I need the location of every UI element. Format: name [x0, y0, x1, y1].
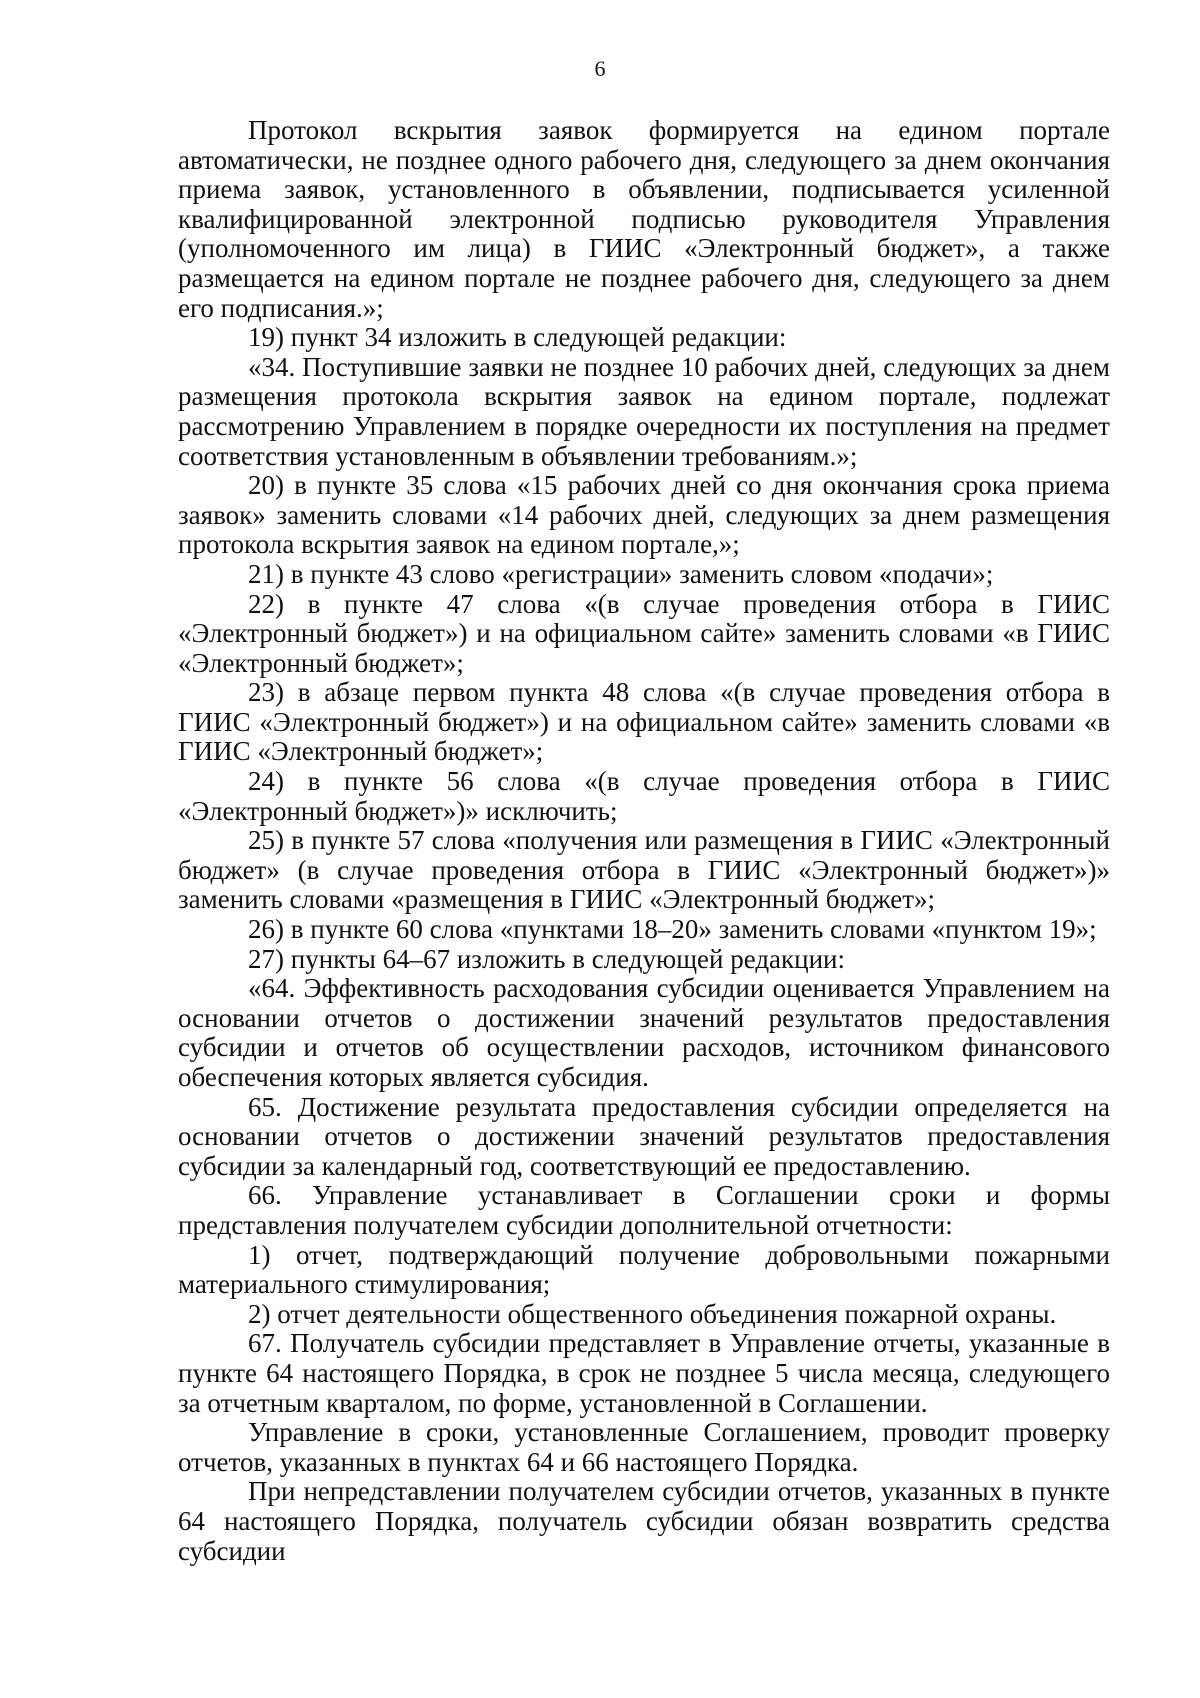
paragraph-item-25: 25) в пункте 57 слова «получения или размещения в ГИИС «Электронный бюджет» (в случае проведения отбора в ГИИС «Электронный бюджет»)» заменить словами «размещения в ГИИС «Электронный бюджет»; — [178, 825, 1110, 915]
paragraph-item-21: 21) в пункте 43 слово «регистрации» заменить словом «подачи»; — [248, 558, 994, 589]
paragraph-point-67: 67. Получатель субсидии представляет в Управление отчеты, указанные в пункте 64 настоящего Порядка, в срок не позднее 5 числа месяца, следующего за отчетным кварталом, по форме, установленной в Соглашении. — [178, 1328, 1110, 1418]
paragraph-point-34: «34. Поступившие заявки не позднее 10 рабочих дней, следующих за днем размещения протокола вскрытия заявок на едином портале, подлежат рассмотрению Управлением в порядке очередности их поступления на предмет соответствия установленным в объявлении требованиям.»; — [178, 351, 1110, 471]
paragraph-subitem-2: 2) отчет деятельности общественного объединения пожарной охраны. — [248, 1298, 1057, 1329]
paragraph-point-66: 66. Управление устанавливает в Соглашении сроки и формы представления получателем субсидии дополнительной отчетности: — [178, 1180, 1110, 1240]
paragraph-item-23: 23) в абзаце первом пункта 48 слова «(в случае проведения отбора в ГИИС «Электронный бюджет») и на официальном сайте» заменить словами «в ГИИС «Электронный бюджет»; — [178, 677, 1110, 767]
paragraph-non-submission: При непредставлении получателем субсидии отчетов, указанных в пункте 64 настоящего Порядка, получатель субсидии обязан возвратить средства субсидии — [178, 1476, 1110, 1566]
page-number: 6 — [594, 56, 606, 81]
paragraph-item-24: 24) в пункте 56 слова «(в случае проведения отбора в ГИИС «Электронный бюджет»)» исключить; — [178, 766, 1110, 826]
paragraph-item-27: 27) пункты 64–67 изложить в следующей редакции: — [248, 943, 846, 974]
paragraph-item-19: 19) пункт 34 изложить в следующей редакции: — [248, 322, 787, 353]
paragraph-protocol: Протокол вскрытия заявок формируется на едином портале автоматически, не позднее одного рабочего дня, следующего за днем окончания приема заявок, установленного в объявлении, подписывается усиленной квалифицированной электронной подписью руководителя Управления (уполномоченного им лица) в ГИИС «Электронный бюджет», а также размещается на едином портале не позднее рабочего дня, следующего за днем его подписания.»; — [178, 115, 1110, 323]
paragraph-item-26: 26) в пункте 60 слова «пунктами 18–20» заменить словами «пунктом 19»; — [248, 914, 1097, 945]
paragraph-item-20: 20) в пункте 35 слова «15 рабочих дней со дня окончания срока приема заявок» заменить словами «14 рабочих дней, следующих за днем размещения протокола вскрытия заявок на едином портале,»; — [178, 470, 1110, 560]
paragraph-point-65: 65. Достижение результата предоставления субсидии определяется на основании отчетов о достижении значений результатов предоставления субсидии за календарный год, соответствующий ее предоставлению. — [178, 1091, 1110, 1181]
paragraph-point-64: «64. Эффективность расходования субсидии оценивается Управлением на основании отчетов о достижении значений результатов предоставления субсидии и отчетов об осуществлении расходов, источником финансового обеспечения которых является субсидия. — [178, 973, 1110, 1092]
paragraph-verification: Управление в сроки, установленные Соглашением, проводит проверку отчетов, указанных в пунктах 64 и 66 настоящего Порядка. — [178, 1417, 1110, 1477]
paragraph-item-22: 22) в пункте 47 слова «(в случае проведения отбора в ГИИС «Электронный бюджет») и на официальном сайте» заменить словами «в ГИИС «Электронный бюджет»; — [178, 588, 1110, 678]
paragraph-subitem-1: 1) отчет, подтверждающий получение добровольными пожарными материального стимулирования; — [178, 1239, 1110, 1300]
document-body — [178, 116, 1110, 1566]
